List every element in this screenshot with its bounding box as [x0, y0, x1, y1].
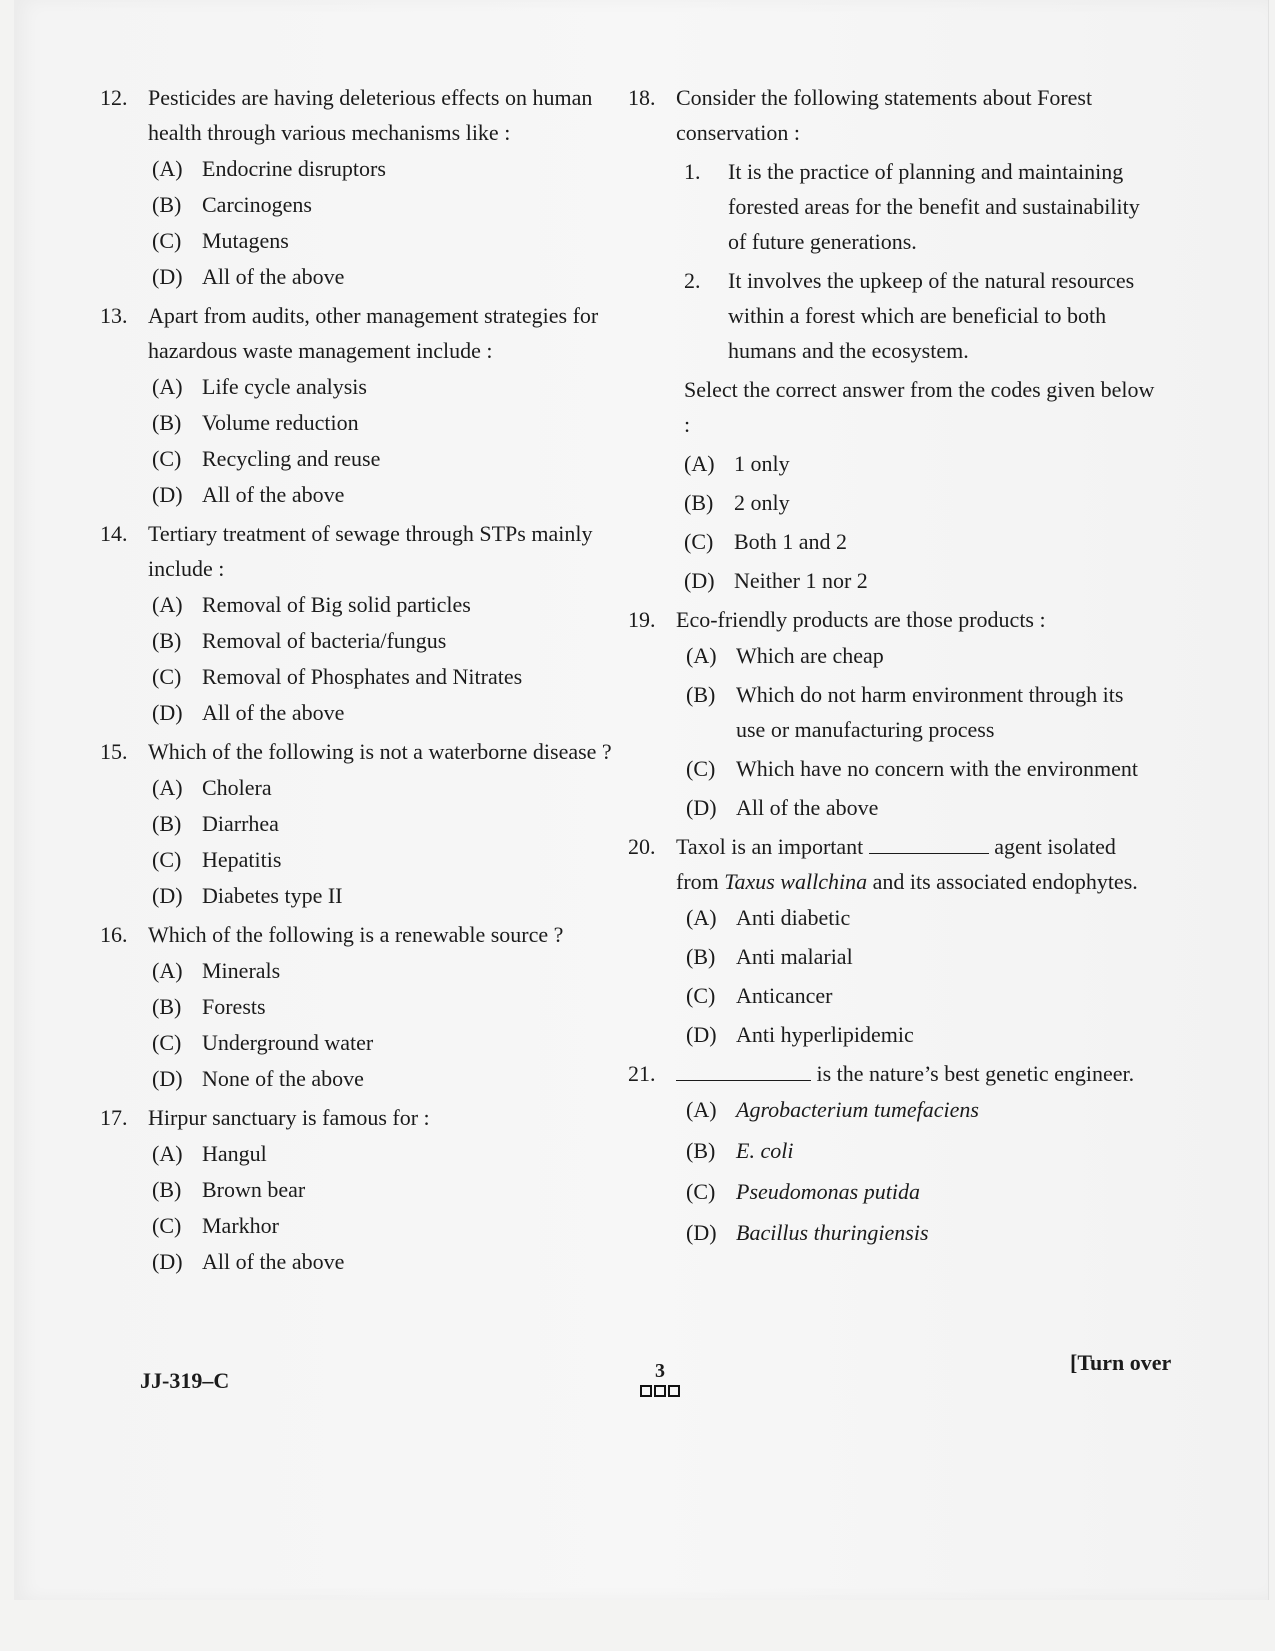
option-b[interactable]: (B) Volume reduction — [152, 410, 359, 435]
fill-in-blank — [676, 1058, 811, 1081]
option-c[interactable]: (C) Pseudomonas putida — [686, 1179, 920, 1204]
option-a[interactable]: (A) Removal of Big solid particles — [152, 592, 471, 617]
option-c[interactable]: (C) Which have no concern with the environment — [686, 756, 1138, 781]
option-b[interactable]: (B) Carcinogens — [152, 192, 312, 217]
question-number: 18. — [628, 85, 656, 110]
option-c[interactable]: (C) Hepatitis — [152, 847, 282, 872]
option-b[interactable]: (B) Removal of bacteria/fungus — [152, 628, 447, 653]
option-a[interactable]: (A) Which are cheap — [686, 643, 884, 668]
option-c[interactable]: (C) Anticancer — [686, 983, 833, 1008]
option-b[interactable]: (B) Brown bear — [152, 1177, 306, 1202]
question-text: Apart from audits, other management strategies for hazardous waste management include : — [148, 303, 599, 363]
statement-list — [684, 154, 1158, 368]
question-number: 19. — [628, 607, 656, 632]
option-a[interactable]: (A) Minerals — [152, 958, 281, 983]
statement-2: 2. It involves the upkeep of the natural resources within a forest which are beneficial to both humans and the ecosystem. — [684, 268, 1135, 363]
option-d[interactable]: (D) All of the above — [152, 700, 345, 725]
option-d[interactable]: (D) All of the above — [152, 1249, 345, 1274]
question-text: is the nature’s best genetic engineer. — [676, 1056, 1158, 1091]
fill-in-blank — [869, 831, 989, 854]
question-16 — [100, 917, 620, 1096]
question-14 — [100, 516, 620, 730]
option-c[interactable]: (C) Mutagens — [152, 228, 289, 253]
option-a[interactable]: (A) Life cycle analysis — [152, 374, 367, 399]
question-18 — [628, 80, 1158, 598]
option-b[interactable]: (B) Forests — [152, 994, 266, 1019]
instruction-text: Select the correct answer from the codes given below : — [684, 377, 1155, 437]
option-d[interactable]: (D) All of the above — [152, 482, 345, 507]
option-c[interactable]: (C) Recycling and reuse — [152, 446, 381, 471]
left-column — [100, 80, 620, 1280]
option-a[interactable]: (A) 1 only — [684, 451, 790, 476]
question-text: Which of the following is a renewable source ? — [148, 922, 564, 947]
option-a[interactable]: (A) Agrobacterium tumefaciens — [686, 1097, 979, 1122]
option-c[interactable]: (C) Both 1 and 2 — [684, 529, 848, 554]
page-marker-boxes — [636, 1385, 684, 1397]
question-text: Pesticides are having deleterious effects on human health through various mechanisms like : — [148, 85, 593, 145]
question-number: 17. — [100, 1105, 128, 1130]
option-c[interactable]: (C) Underground water — [152, 1030, 374, 1055]
question-text: Taxol is an important agent isolated from Taxus wallchina and its associated endophytes. — [676, 829, 1158, 899]
question-number: 21. — [628, 1061, 656, 1086]
statement-1: 1. It is the practice of planning and maintaining forested areas for the benefit and sustainability of future generations. — [684, 159, 1140, 254]
option-a[interactable]: (A) Hangul — [152, 1141, 267, 1166]
species-name: Taxus wallchina — [724, 869, 868, 894]
option-b[interactable]: (B) 2 only — [684, 490, 790, 515]
option-d[interactable]: (D) All of the above — [152, 264, 345, 289]
question-text: Consider the following statements about Forest conservation : — [676, 85, 1093, 145]
option-c[interactable]: (C) Markhor — [152, 1213, 279, 1238]
question-text: Hirpur sanctuary is famous for : — [148, 1105, 430, 1130]
page-number: 3 — [655, 1360, 665, 1382]
question-text: Tertiary treatment of sewage through STPs mainly include : — [148, 521, 593, 581]
turn-over-label: [Turn over — [1070, 1350, 1172, 1375]
question-13 — [100, 298, 620, 512]
option-b[interactable]: (B) Diarrhea — [152, 811, 279, 836]
question-15 — [100, 734, 620, 913]
right-column — [628, 80, 1158, 1256]
option-a[interactable]: (A) Endocrine disruptors — [152, 156, 386, 181]
option-d[interactable]: (D) Anti hyperlipidemic — [686, 1022, 914, 1047]
question-number: 14. — [100, 521, 128, 546]
question-12 — [100, 80, 620, 294]
question-number: 12. — [100, 85, 128, 110]
question-21 — [628, 1056, 1158, 1250]
question-19 — [628, 602, 1158, 825]
option-c[interactable]: (C) Removal of Phosphates and Nitrates — [152, 664, 523, 689]
option-b[interactable]: (B) E. coli — [686, 1138, 794, 1163]
option-a[interactable]: (A) Anti diabetic — [686, 905, 851, 930]
option-d[interactable]: (D) Diabetes type II — [152, 883, 343, 908]
question-text: Which of the following is not a waterborne disease ? — [148, 739, 612, 764]
question-number: 16. — [100, 922, 128, 947]
question-number: 13. — [100, 303, 128, 328]
option-b[interactable]: (B) Anti malarial — [686, 944, 853, 969]
option-a[interactable]: (A) Cholera — [152, 775, 272, 800]
option-d[interactable]: (D) Neither 1 nor 2 — [684, 568, 868, 593]
option-d[interactable]: (D) All of the above — [686, 795, 879, 820]
option-d[interactable]: (D) None of the above — [152, 1066, 364, 1091]
question-17 — [100, 1100, 620, 1279]
question-number: 20. — [628, 834, 656, 859]
page-number-block — [636, 1360, 684, 1397]
option-b[interactable]: (B) Which do not harm environment through its use or manufacturing process — [686, 682, 1124, 742]
option-d[interactable]: (D) Bacillus thuringiensis — [686, 1220, 929, 1245]
question-20 — [628, 829, 1158, 1052]
booklet-code: JJ-319–C — [140, 1368, 230, 1393]
question-text: Eco-friendly products are those products : — [676, 607, 1046, 632]
question-number: 15. — [100, 739, 128, 764]
